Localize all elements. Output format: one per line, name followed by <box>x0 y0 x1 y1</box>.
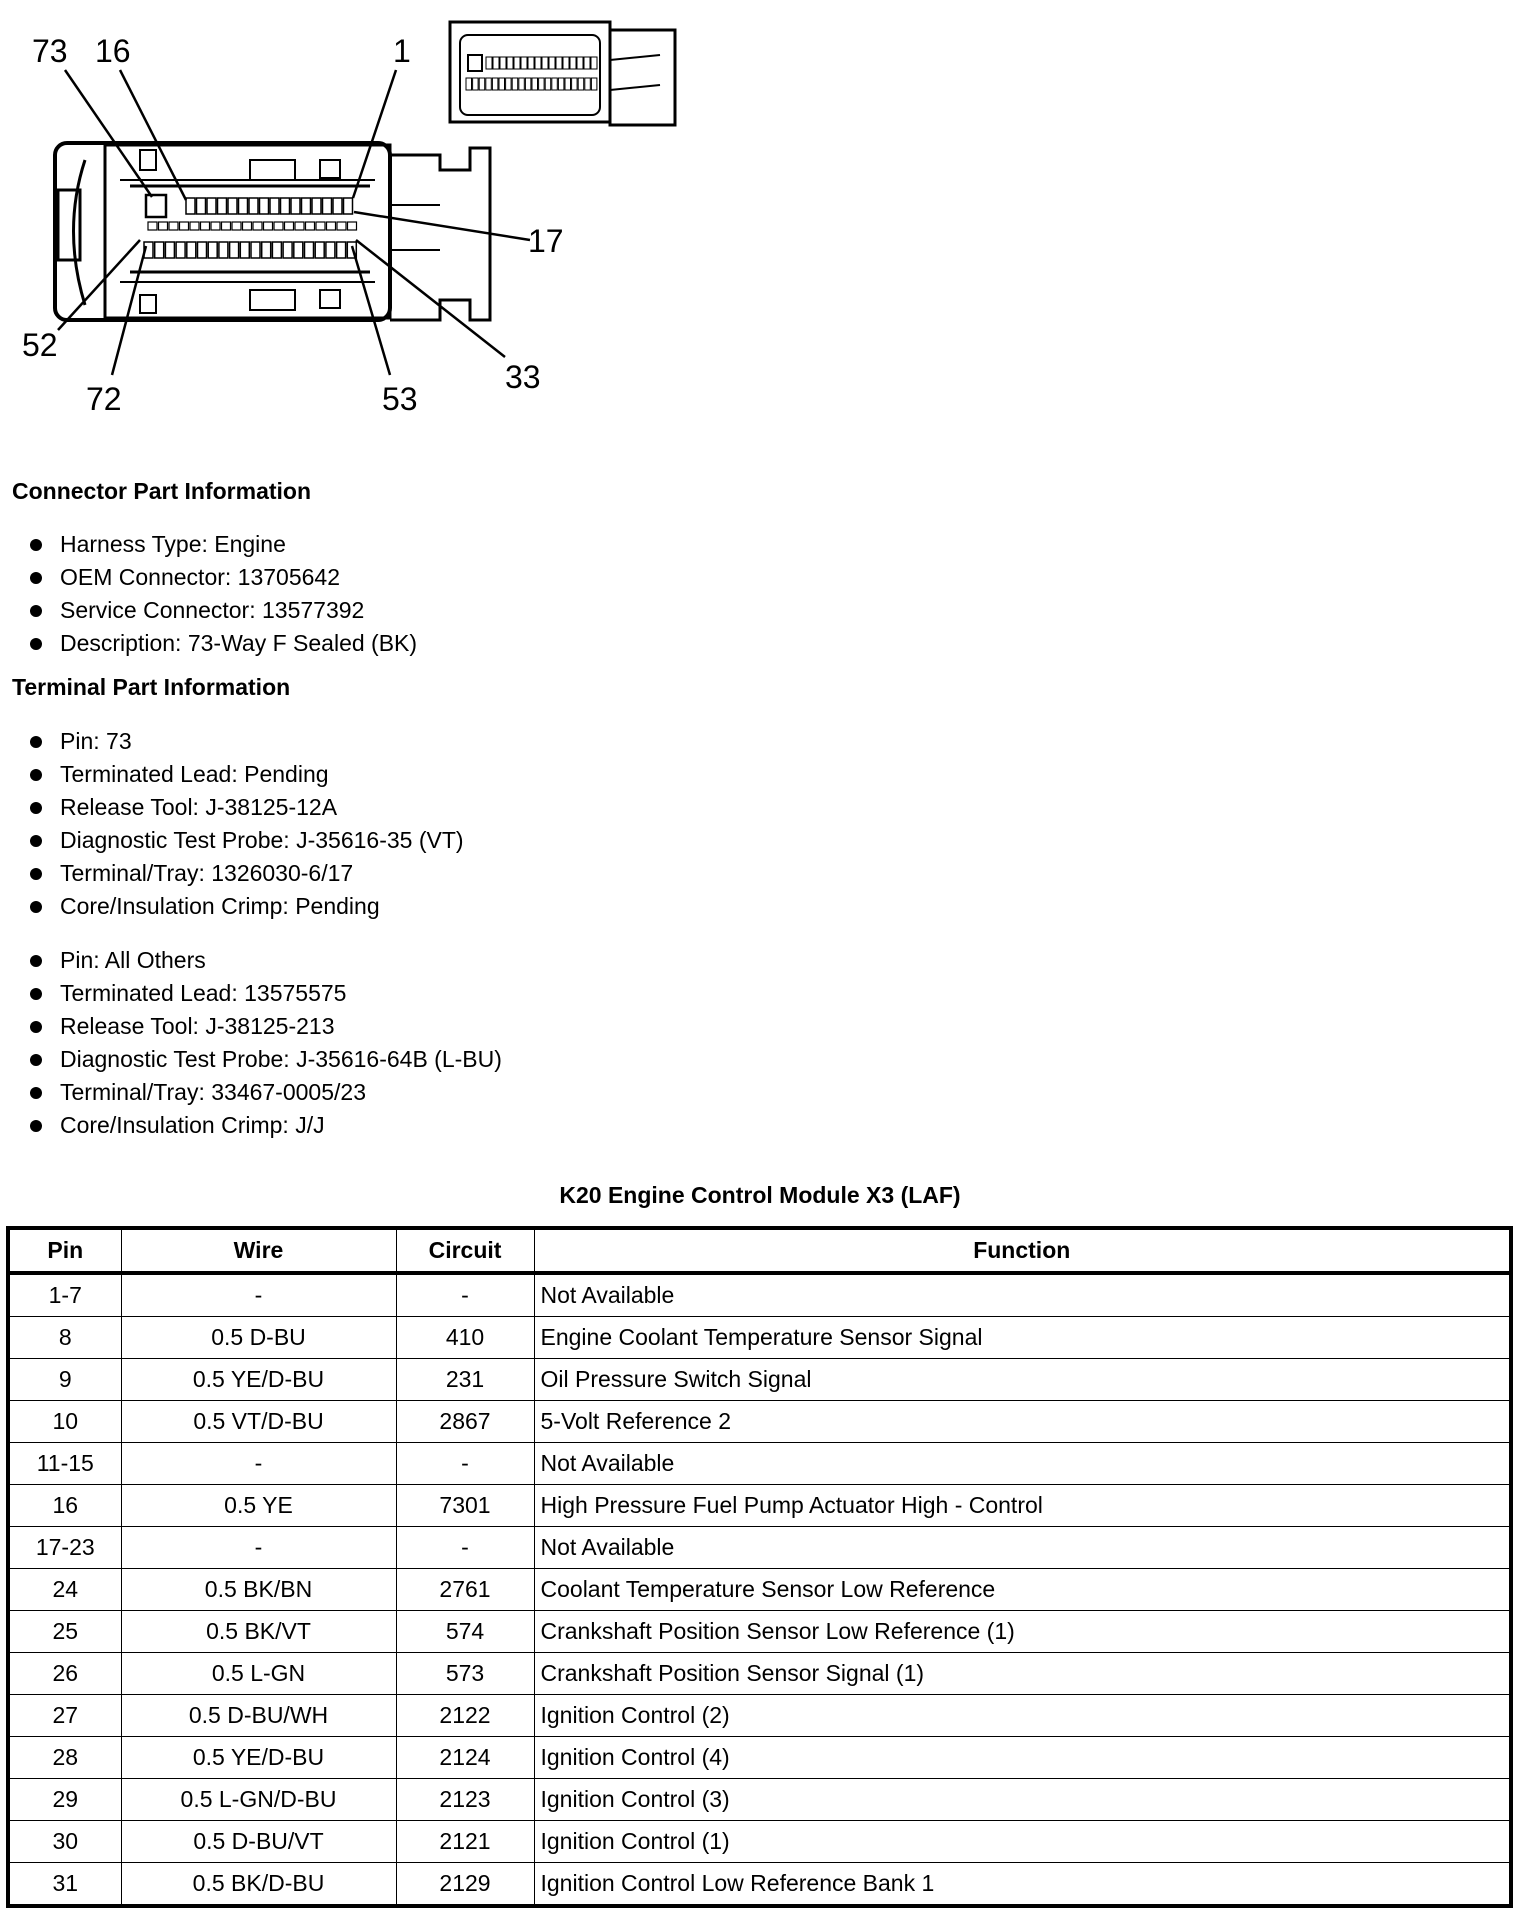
pin-cavity <box>197 198 206 214</box>
cell-function: Engine Coolant Temperature Sensor Signal <box>534 1317 1511 1359</box>
cell-circuit: 2124 <box>396 1737 534 1779</box>
bullet-icon <box>30 1120 42 1132</box>
item-text: Release Tool: J-38125-12A <box>60 794 338 820</box>
pin-cavity <box>262 242 271 258</box>
pin-cavity <box>323 198 332 214</box>
pin-cavity <box>232 222 241 230</box>
pin-cavity <box>260 198 269 214</box>
cell-function: Coolant Temperature Sensor Low Reference <box>534 1569 1511 1611</box>
pin-cavity <box>274 222 283 230</box>
list-item <box>30 1010 502 1043</box>
table-row <box>8 1695 1511 1737</box>
cell-pin: 25 <box>8 1611 121 1653</box>
pin-cavity <box>591 57 597 69</box>
list-item <box>30 791 464 824</box>
bullet-icon <box>30 605 42 617</box>
cell-pin: 28 <box>8 1737 121 1779</box>
table-row <box>8 1401 1511 1443</box>
cell-pin: 24 <box>8 1569 121 1611</box>
pin-cavity <box>316 222 325 230</box>
list-item <box>30 857 464 890</box>
header-pin: Pin <box>8 1228 121 1273</box>
cell-pin: 26 <box>8 1653 121 1695</box>
pin-cavity <box>295 222 304 230</box>
cell-function: Crankshaft Position Sensor Low Reference (1) <box>534 1611 1511 1653</box>
pin-cavity <box>148 222 157 230</box>
pin-cavity <box>556 57 562 69</box>
list-item <box>30 977 502 1010</box>
bullet-icon <box>30 868 42 880</box>
item-text: Core/Insulation Crimp: Pending <box>60 893 380 919</box>
pin-cavity <box>315 242 324 258</box>
bullet-icon <box>30 988 42 1000</box>
bullet-icon <box>30 1021 42 1033</box>
pin-cavity <box>294 242 303 258</box>
pin-cavity <box>222 222 231 230</box>
item-text: Terminated Lead: 13575575 <box>60 980 347 1006</box>
list-item <box>30 725 464 758</box>
pin-cavity <box>532 78 538 90</box>
pin-cavity <box>264 222 273 230</box>
pin-cavity <box>219 242 228 258</box>
table-row <box>8 1653 1511 1695</box>
pin-cavity <box>159 222 168 230</box>
cell-pin: 16 <box>8 1485 121 1527</box>
cell-function: Ignition Control (3) <box>534 1779 1511 1821</box>
pin-cavity <box>549 57 555 69</box>
pin-cavity <box>506 78 512 90</box>
cell-pin: 30 <box>8 1821 121 1863</box>
cell-function: Crankshaft Position Sensor Signal (1) <box>534 1653 1511 1695</box>
pin-cavity <box>208 242 217 258</box>
cell-circuit: 2123 <box>396 1779 534 1821</box>
table-title: K20 Engine Control Module X3 (LAF) <box>559 1182 961 1208</box>
connector-diagram <box>0 0 700 440</box>
table-row <box>8 1273 1511 1317</box>
list-item <box>30 944 502 977</box>
bullet-icon <box>30 769 42 781</box>
pin-cavity <box>312 198 321 214</box>
connector-iso-view <box>450 22 675 125</box>
pin-cavity <box>500 57 506 69</box>
cell-wire: 0.5 YE/D-BU <box>121 1359 396 1401</box>
header-wire: Wire <box>121 1228 396 1273</box>
bullet-icon <box>30 638 42 650</box>
pin-cavity <box>578 78 584 90</box>
table-row <box>8 1569 1511 1611</box>
pin-cavity <box>211 222 220 230</box>
callout-17: 17 <box>528 223 564 259</box>
pin-cavity <box>584 57 590 69</box>
pin-cavity <box>240 242 249 258</box>
cell-wire: 0.5 L-GN/D-BU <box>121 1779 396 1821</box>
cell-function: Not Available <box>534 1527 1511 1569</box>
pin-cavity <box>514 57 520 69</box>
item-text: Description: 73-Way F Sealed (BK) <box>60 630 418 656</box>
pin-cavity <box>519 78 525 90</box>
pin-cavity <box>249 198 258 214</box>
cell-function: Ignition Control (2) <box>534 1695 1511 1737</box>
cell-pin: 31 <box>8 1863 121 1907</box>
list-item <box>30 528 417 561</box>
item-text: Pin: All Others <box>60 947 206 973</box>
table-header-row <box>8 1228 1511 1273</box>
pin-cavity <box>228 198 237 214</box>
cell-pin: 11-15 <box>8 1443 121 1485</box>
cell-circuit: 2122 <box>396 1695 534 1737</box>
connector-part-info-heading: Connector Part Information <box>12 478 312 504</box>
table-row <box>8 1821 1511 1863</box>
pin-cavity <box>337 242 346 258</box>
cell-circuit: 2761 <box>396 1569 534 1611</box>
cell-wire: 0.5 BK/D-BU <box>121 1863 396 1907</box>
list-item <box>30 627 417 660</box>
cell-pin: 1-7 <box>8 1273 121 1317</box>
cell-circuit: 573 <box>396 1653 534 1695</box>
cell-wire: 0.5 D-BU/WH <box>121 1695 396 1737</box>
pin-cavity <box>190 222 199 230</box>
item-text: Terminal/Tray: 1326030-6/17 <box>60 860 354 886</box>
bullet-icon <box>30 736 42 748</box>
pin-cavity <box>239 198 248 214</box>
bullet-icon <box>30 901 42 913</box>
cell-circuit: 231 <box>396 1359 534 1401</box>
cell-function: Not Available <box>534 1443 1511 1485</box>
table-row <box>8 1863 1511 1907</box>
list-item <box>30 1043 502 1076</box>
item-text: Harness Type: Engine <box>60 531 286 557</box>
cell-pin: 10 <box>8 1401 121 1443</box>
callout-16: 16 <box>95 33 131 69</box>
pin-cavity <box>577 57 583 69</box>
pin-cavity <box>492 78 498 90</box>
cell-function: 5-Volt Reference 2 <box>534 1401 1511 1443</box>
pin-cavity <box>558 78 564 90</box>
terminal-info-pin73-list <box>30 725 464 923</box>
cell-circuit: 410 <box>396 1317 534 1359</box>
cell-wire: 0.5 BK/VT <box>121 1611 396 1653</box>
item-text: OEM Connector: 13705642 <box>60 564 341 590</box>
pin-cavity <box>285 222 294 230</box>
pin-cavity <box>563 57 569 69</box>
item-text: Pin: 73 <box>60 728 132 754</box>
bullet-icon <box>30 1054 42 1066</box>
pin-cavity <box>344 198 353 214</box>
callout-33: 33 <box>505 359 541 395</box>
table-row <box>8 1737 1511 1779</box>
pin-cavity <box>305 242 314 258</box>
pin-cavity <box>251 242 260 258</box>
cell-pin: 17-23 <box>8 1527 121 1569</box>
pin-cavity <box>545 78 551 90</box>
pinout-table <box>6 1226 1513 1908</box>
table-row <box>8 1485 1511 1527</box>
pin-cavity <box>499 78 505 90</box>
cell-circuit: 2867 <box>396 1401 534 1443</box>
pin-cavity <box>572 78 578 90</box>
item-text: Core/Insulation Crimp: J/J <box>60 1112 325 1138</box>
pin-cavity <box>327 222 336 230</box>
item-text: Terminal/Tray: 33467-0005/23 <box>60 1079 366 1105</box>
bullet-icon <box>30 802 42 814</box>
table-row <box>8 1779 1511 1821</box>
cell-wire: 0.5 L-GN <box>121 1653 396 1695</box>
pin-cavity <box>243 222 252 230</box>
cell-pin: 29 <box>8 1779 121 1821</box>
header-circuit: Circuit <box>396 1228 534 1273</box>
cell-circuit: 2129 <box>396 1863 534 1907</box>
cell-function: Ignition Control (4) <box>534 1737 1511 1779</box>
pin-cavity <box>176 242 185 258</box>
pin-cavity <box>473 78 479 90</box>
callout-1: 1 <box>393 33 411 69</box>
bullet-icon <box>30 1087 42 1099</box>
list-item <box>30 758 464 791</box>
pin-cavity <box>337 222 346 230</box>
pin-cavity <box>165 242 174 258</box>
cell-wire: - <box>121 1273 396 1317</box>
bullet-icon <box>30 539 42 551</box>
pin-cavity <box>155 242 164 258</box>
callout-72: 72 <box>86 381 122 417</box>
pin-cavity <box>466 78 472 90</box>
cell-pin: 27 <box>8 1695 121 1737</box>
pin-cavity <box>525 78 531 90</box>
cell-wire: 0.5 YE <box>121 1485 396 1527</box>
pin-cavity <box>585 78 591 90</box>
list-item <box>30 594 417 627</box>
item-text: Diagnostic Test Probe: J-35616-64B (L-BU) <box>60 1046 502 1072</box>
cell-circuit: - <box>396 1527 534 1569</box>
pin-cavity <box>486 57 492 69</box>
cell-circuit: 574 <box>396 1611 534 1653</box>
pin-cavity <box>187 242 196 258</box>
pin-cavity <box>539 78 545 90</box>
list-item <box>30 561 417 594</box>
bullet-icon <box>30 835 42 847</box>
cell-wire: - <box>121 1443 396 1485</box>
table-row <box>8 1611 1511 1653</box>
list-item <box>30 824 464 857</box>
cell-wire: 0.5 VT/D-BU <box>121 1401 396 1443</box>
cell-function: Oil Pressure Switch Signal <box>534 1359 1511 1401</box>
list-item <box>30 1109 502 1142</box>
cell-function: Not Available <box>534 1273 1511 1317</box>
cell-pin: 8 <box>8 1317 121 1359</box>
pin-cavity <box>198 242 207 258</box>
cell-function: Ignition Control Low Reference Bank 1 <box>534 1863 1511 1907</box>
cell-function: Ignition Control (1) <box>534 1821 1511 1863</box>
cell-pin: 9 <box>8 1359 121 1401</box>
pin-cavity <box>201 222 210 230</box>
table-row <box>8 1443 1511 1485</box>
item-text: Diagnostic Test Probe: J-35616-35 (VT) <box>60 827 464 853</box>
pin-cavity <box>333 198 342 214</box>
pin-cavity <box>493 57 499 69</box>
pin-cavity <box>535 57 541 69</box>
pin-cavity <box>207 198 216 214</box>
cell-circuit: - <box>396 1273 534 1317</box>
pin-cavity <box>565 78 571 90</box>
item-text: Service Connector: 13577392 <box>60 597 365 623</box>
cell-wire: 0.5 BK/BN <box>121 1569 396 1611</box>
table-row <box>8 1317 1511 1359</box>
terminal-info-others-list <box>30 944 502 1142</box>
pin-cavity <box>570 57 576 69</box>
pin-cavity <box>283 242 292 258</box>
pin-cavity <box>486 78 492 90</box>
pin-cavity <box>542 57 548 69</box>
pin-cavity <box>180 222 189 230</box>
table-row <box>8 1527 1511 1569</box>
bullet-icon <box>30 572 42 584</box>
item-text: Terminated Lead: Pending <box>60 761 329 787</box>
pin-cavity <box>169 222 178 230</box>
cell-circuit: 7301 <box>396 1485 534 1527</box>
cell-wire: 0.5 D-BU <box>121 1317 396 1359</box>
pin-cavity <box>507 57 513 69</box>
pin-cavity <box>552 78 558 90</box>
pin-cavity <box>528 57 534 69</box>
pin-cavity <box>591 78 597 90</box>
list-item <box>30 890 464 923</box>
pin-cavity <box>512 78 518 90</box>
item-text: Release Tool: J-38125-213 <box>60 1013 335 1039</box>
pin-cavity <box>253 222 262 230</box>
pin-cavity <box>270 198 279 214</box>
connector-part-info-list <box>30 528 417 660</box>
bullet-icon <box>30 955 42 967</box>
pin-cavity <box>326 242 335 258</box>
pin-cavity <box>521 57 527 69</box>
cell-circuit: - <box>396 1443 534 1485</box>
pin-cavity <box>218 198 227 214</box>
callout-73: 73 <box>32 33 68 69</box>
list-item <box>30 1076 502 1109</box>
pin-cavity <box>272 242 281 258</box>
pin-callouts <box>22 33 564 417</box>
table-row <box>8 1359 1511 1401</box>
cell-circuit: 2121 <box>396 1821 534 1863</box>
pin-cavity <box>186 198 195 214</box>
terminal-part-info-heading: Terminal Part Information <box>12 674 291 700</box>
cell-wire: 0.5 YE/D-BU <box>121 1737 396 1779</box>
callout-52: 52 <box>22 327 58 363</box>
pin-cavity <box>302 198 311 214</box>
callout-53: 53 <box>382 381 418 417</box>
pin-cavity <box>306 222 315 230</box>
pin-cavity <box>230 242 239 258</box>
pin-cavity <box>348 222 357 230</box>
cell-wire: 0.5 D-BU/VT <box>121 1821 396 1863</box>
pin-cavity <box>479 78 485 90</box>
cell-function: High Pressure Fuel Pump Actuator High - Control <box>534 1485 1511 1527</box>
cell-wire: - <box>121 1527 396 1569</box>
pin-cavity <box>281 198 290 214</box>
header-function: Function <box>534 1228 1511 1273</box>
pin-cavity <box>291 198 300 214</box>
